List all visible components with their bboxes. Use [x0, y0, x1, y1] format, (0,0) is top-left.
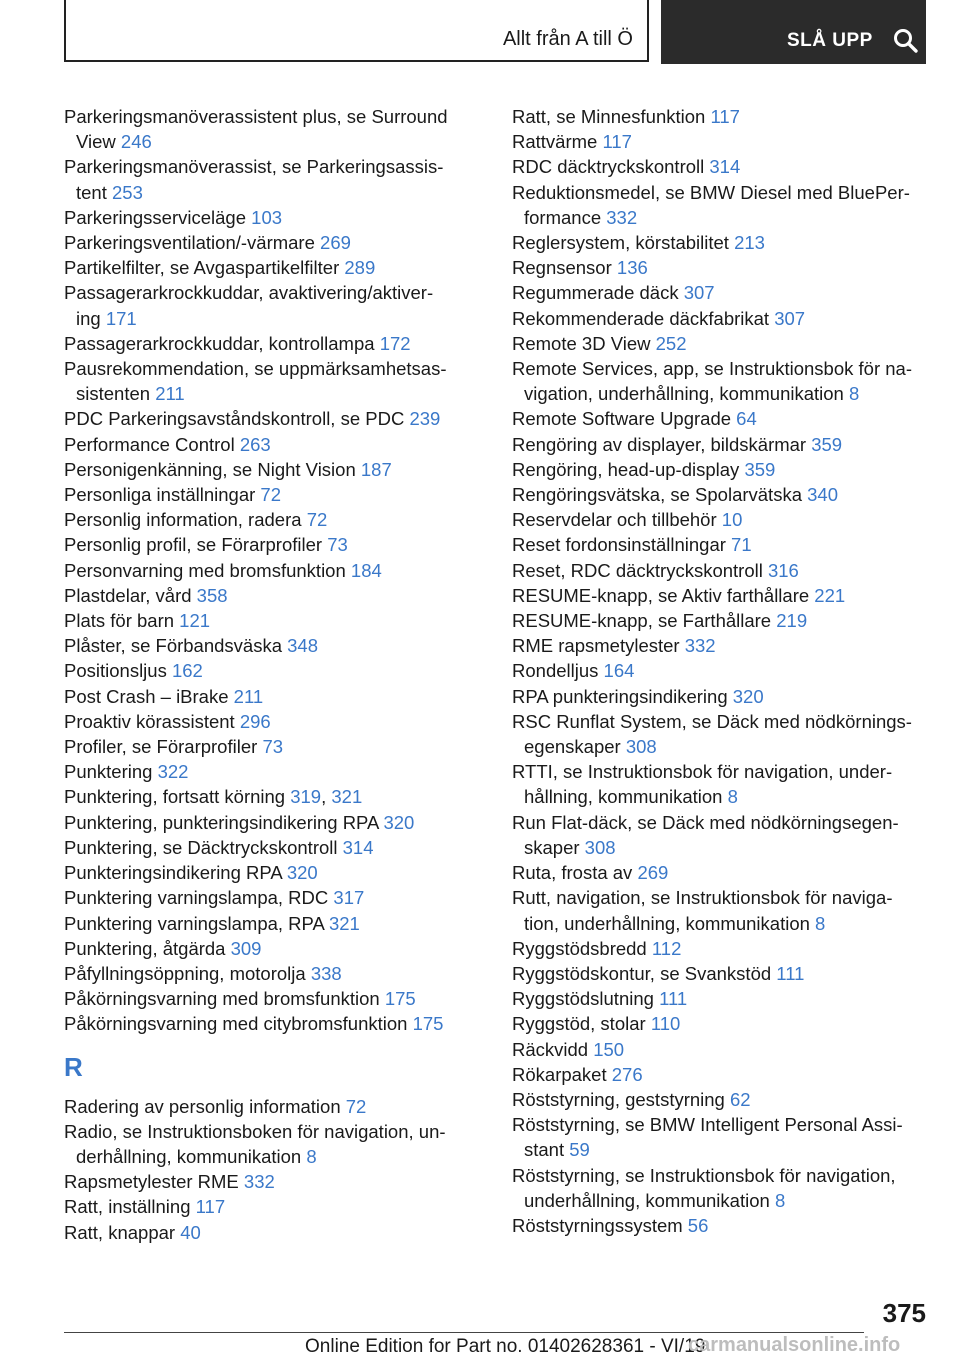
- index-entry-text: sistenten: [76, 383, 151, 405]
- index-entry-text: Reset, RDC däcktryckskontroll: [512, 559, 763, 581]
- index-entry-text: RPA punkteringsindikering: [512, 685, 728, 707]
- index-entry-text: Parkeringsventilation/-värmare: [64, 232, 315, 254]
- page-link[interactable]: 338: [310, 962, 342, 984]
- index-entry: [512, 129, 928, 154]
- tab-lookup[interactable]: [661, 0, 926, 64]
- page-link[interactable]: 117: [710, 106, 740, 127]
- page-link[interactable]: 332: [243, 1171, 275, 1193]
- index-entry-text: Punkteringsindikering RPA: [64, 862, 282, 884]
- index-entry-text: Ryggstöd, stolar: [512, 1013, 646, 1035]
- index-entry-text: Radering av personlig information: [64, 1095, 341, 1117]
- index-entry-text: Ryggstödsbredd: [512, 937, 647, 959]
- index-entry-text: Påfyllningsöppning, motorolja: [64, 962, 306, 984]
- index-entry: [512, 583, 928, 608]
- index-entry: [512, 356, 928, 406]
- index-entry: [512, 810, 928, 860]
- index-entry: [512, 306, 928, 331]
- index-entry-text: Röststyrning, geststyrning: [512, 1088, 725, 1110]
- page-link[interactable]: 307: [683, 282, 715, 304]
- index-entry-text: Rengöring av displayer, bildskärmar: [512, 433, 807, 455]
- index-entry-text: tion, underhållning, kommunikation: [524, 912, 810, 934]
- index-entry: [512, 709, 928, 759]
- page-link[interactable]: 8: [815, 912, 826, 934]
- index-entry: [512, 608, 928, 633]
- index-entry: [64, 810, 464, 835]
- page-link[interactable]: 359: [811, 433, 843, 455]
- index-entry-text: Ratt, se Minnesfunktion: [512, 106, 706, 127]
- index-entry-text: Regummerade däck: [512, 282, 679, 304]
- page-link[interactable]: 111: [776, 962, 805, 984]
- index-entry-text: Passagerarkrockkuddar, kontrollampa: [64, 332, 375, 354]
- index-entry: [64, 759, 464, 784]
- page-link[interactable]: 187: [360, 458, 392, 480]
- index-entry-text: underhållning, kommunikation: [524, 1189, 770, 1211]
- footer-divider: [64, 1332, 864, 1333]
- search-icon[interactable]: [893, 28, 919, 54]
- index-entry: [512, 457, 928, 482]
- index-entry: [512, 406, 928, 431]
- index-entry-text: Post Crash – iBrake: [64, 685, 229, 707]
- index-entry-text: Ryggstödskontur, se Svankstöd: [512, 962, 772, 984]
- index-column-left: [64, 104, 464, 1245]
- index-entry: [64, 230, 464, 255]
- index-entry: [64, 1169, 464, 1194]
- index-entry: [64, 911, 464, 936]
- page-link[interactable]: 8: [306, 1145, 317, 1167]
- index-entry-text: Reset fordonsinställningar: [512, 534, 726, 556]
- page-number: 375: [882, 1298, 926, 1328]
- index-entry: [64, 457, 464, 482]
- page-link[interactable]: 40: [180, 1221, 201, 1243]
- tab-a-to-z[interactable]: [64, 0, 649, 62]
- page-link[interactable]: 263: [239, 433, 271, 455]
- index-entry-text: RSC Runflat System, se Däck med nödkörnings-: [512, 710, 912, 732]
- index-entry-text: Run Flat-däck, se Däck med nödkörningsegen-: [512, 811, 899, 833]
- index-entry: [64, 507, 464, 532]
- page-link[interactable]: 171: [105, 307, 137, 329]
- index-entry: [512, 104, 928, 129]
- index-entry-text: tent: [76, 181, 107, 203]
- index-entry-text: RTTI, se Instruktionsbok för navigation, under-: [512, 761, 893, 783]
- index-entry-text: Reduktionsmedel, se BMW Diesel med BluePer-: [512, 181, 910, 203]
- page-link[interactable]: 184: [350, 559, 382, 581]
- index-entry-text: Personvarning med bromsfunktion: [64, 559, 346, 581]
- index-entry: [64, 280, 464, 330]
- index-entry: [64, 255, 464, 280]
- index-entry-text: Ruta, frosta av: [512, 862, 633, 884]
- index-entry: [512, 1037, 928, 1062]
- page-link[interactable]: 332: [606, 206, 638, 228]
- page-link[interactable]: 72: [345, 1095, 367, 1117]
- page-link[interactable]: 8: [727, 786, 738, 808]
- index-entry: [512, 759, 928, 809]
- tab-a-to-z-label: Allt från A till Ö: [502, 28, 633, 50]
- index-entry: [512, 684, 928, 709]
- watermark: carmanualsonline.info: [688, 1334, 901, 1356]
- index-entry: [64, 432, 464, 457]
- index-entry-text: Röststyrning, se BMW Intelligent Personal Assi-: [512, 1114, 903, 1136]
- index-entry-text: Parkeringsmanöverassistent plus, se Surround: [64, 106, 448, 127]
- index-entry-text: Radio, se Instruktionsboken för navigation, un-: [64, 1120, 446, 1142]
- index-entry-text: Ryggstödslutning: [512, 988, 654, 1010]
- page-link[interactable]: 316: [767, 559, 799, 581]
- tab-lookup-label: SLÅ UPP: [787, 30, 873, 51]
- page-link[interactable]: 8: [774, 1189, 786, 1211]
- page-link[interactable]: 320: [383, 811, 415, 833]
- page-link[interactable]: 103: [251, 206, 283, 228]
- index-entry-text: egenskaper: [524, 736, 621, 758]
- index-entry-text: RME rapsmetylester: [512, 635, 680, 657]
- index-entry: [64, 482, 464, 507]
- index-entry-text: stant: [524, 1139, 565, 1161]
- index-entry: [64, 885, 464, 910]
- index-entry-text: vigation, underhållning, kommunikation: [524, 383, 844, 405]
- index-entry: [64, 356, 464, 406]
- index-entry-text: ing: [76, 307, 101, 329]
- index-entry-text: Regnsensor: [512, 257, 612, 279]
- index-entry-text: Partikelfilter, se Avgaspartikelfilter: [64, 257, 340, 279]
- index-entry-text: Parkeringsmanöverassist, se Parkeringsassis-: [64, 156, 444, 178]
- index-entry: [512, 1163, 928, 1213]
- index-entry: [64, 860, 464, 885]
- index-entry: [512, 986, 928, 1011]
- index-entry-text: PDC Parkeringsavståndskontroll, se PDC: [64, 408, 405, 430]
- page-link[interactable]: 172: [379, 332, 411, 354]
- page-link[interactable]: 276: [611, 1063, 643, 1085]
- page-link[interactable]: 73: [327, 534, 348, 556]
- index-entry: [64, 331, 464, 356]
- page-link[interactable]: 252: [655, 332, 687, 354]
- index-entry: [512, 482, 928, 507]
- index-entry: [512, 331, 928, 356]
- index-entry: [512, 180, 928, 230]
- index-entry-text: Proaktiv körassistent: [64, 710, 235, 732]
- index-entry: [512, 532, 928, 557]
- page-link[interactable]: 59: [569, 1139, 590, 1161]
- index-entry-text: Profiler, se Förarprofiler: [64, 736, 258, 758]
- footer-edition: Online Edition for Part no. 01402628361 - VI/19: [305, 1336, 706, 1357]
- index-entry: [512, 1062, 928, 1087]
- index-entry: [64, 406, 464, 431]
- index-entry: [64, 835, 464, 860]
- index-entry-text: Personliga inställningar: [64, 484, 256, 506]
- index-entry-text: Rengöringsvätska, se Spolarvätska: [512, 484, 802, 506]
- page-link[interactable]: 64: [736, 408, 757, 430]
- page-link[interactable]: 175: [412, 1013, 444, 1035]
- page-link[interactable]: 320: [732, 685, 764, 707]
- index-column-right: [512, 104, 928, 1238]
- page-link[interactable]: 246: [120, 131, 152, 153]
- index-entry: [512, 230, 928, 255]
- index-entry-text: Personlig information, radera: [64, 509, 302, 531]
- page-link[interactable]: 269: [637, 862, 669, 884]
- index-entry-text: Pausrekommendation, se uppmärksamhetsas-: [64, 358, 447, 380]
- page-link[interactable]: 239: [409, 408, 441, 430]
- index-entry-text: Passagerarkrockkuddar, avaktivering/aktiver-: [64, 282, 434, 304]
- page-link[interactable]: 319: [290, 786, 322, 808]
- index-entry-text: skaper: [524, 836, 580, 858]
- index-entry-text: RDC däcktryckskontroll: [512, 156, 705, 178]
- index-entry-text: Punktering, fortsatt körning: [64, 786, 286, 808]
- index-entry: [64, 205, 464, 230]
- index-entry: [64, 734, 464, 759]
- index-entry: [512, 936, 928, 961]
- page-link[interactable]: 321: [331, 786, 363, 808]
- index-entry-text: Rattvärme: [512, 131, 598, 153]
- index-entry-text: Punktering: [64, 761, 153, 783]
- page-link[interactable]: 322: [157, 761, 189, 783]
- index-entry-text: RESUME-knapp, se Aktiv farthållare: [512, 584, 810, 606]
- page-link[interactable]: 358: [196, 584, 228, 606]
- index-entry-text: hållning, kommunikation: [524, 786, 723, 808]
- index-entry-text: Rökarpaket: [512, 1063, 607, 1085]
- page-link[interactable]: 72: [306, 509, 328, 531]
- index-entry: [512, 658, 928, 683]
- index-entry: [512, 280, 928, 305]
- index-entry-text: Remote Software Upgrade: [512, 408, 732, 430]
- page-link[interactable]: 314: [342, 836, 374, 858]
- index-entry: [512, 255, 928, 280]
- page-link[interactable]: 221: [814, 584, 846, 606]
- index-entry-text: formance: [524, 206, 602, 228]
- index-entry-text: Remote 3D View: [512, 332, 651, 354]
- index-entry-text: Punktering varningslampa, RPA: [64, 912, 324, 934]
- index-entry: [64, 709, 464, 734]
- index-entry-text: Rutt, navigation, se Instruktionsbok för naviga-: [512, 887, 893, 909]
- index-entry-text: Plats för barn: [64, 610, 175, 632]
- index-entry: [64, 1194, 464, 1219]
- index-entry-text: Plastdelar, vård: [64, 584, 192, 606]
- page-link[interactable]: 121: [179, 610, 211, 632]
- index-entry: [64, 1119, 464, 1169]
- index-entry: [512, 1011, 928, 1036]
- page-link[interactable]: 71: [731, 534, 752, 556]
- index-entry-text: Rapsmetylester RME: [64, 1171, 239, 1193]
- index-entry: [64, 608, 464, 633]
- page-link[interactable]: 320: [286, 862, 318, 884]
- index-entry: [512, 1112, 928, 1162]
- index-entry: [512, 432, 928, 457]
- index-entry-text: Reglersystem, körstabilitet: [512, 232, 729, 254]
- index-entry-text: Ratt, knappar: [64, 1221, 176, 1243]
- section-letter: R: [64, 1051, 83, 1082]
- page-link[interactable]: 56: [687, 1214, 709, 1236]
- page-link[interactable]: 307: [774, 307, 806, 329]
- index-entry: [64, 684, 464, 709]
- page-link[interactable]: 62: [729, 1088, 751, 1110]
- index-entry-text: Rekommenderade däckfabrikat: [512, 307, 770, 329]
- page-link[interactable]: 359: [744, 458, 776, 480]
- page-link[interactable]: 314: [709, 156, 741, 178]
- index-entry-text: Positionsljus: [64, 660, 167, 682]
- index-entry-text: Punktering, åtgärda: [64, 937, 226, 959]
- page-link[interactable]: 219: [776, 610, 808, 632]
- index-entry: [512, 860, 928, 885]
- index-entry: [64, 986, 464, 1011]
- page-link[interactable]: 269: [320, 232, 351, 254]
- index-entry-text: Remote Services, app, se Instruktionsbok för na-: [512, 358, 912, 380]
- page-link[interactable]: 117: [195, 1196, 226, 1218]
- page-link[interactable]: 308: [625, 736, 657, 758]
- page-link[interactable]: 211: [155, 383, 185, 405]
- index-entry-text: Röststyrning, se Instruktionsbok för navigation,: [512, 1164, 896, 1186]
- index-entry: Punktering, fortsatt körning 319, 321: [64, 786, 363, 808]
- page-link[interactable]: 296: [239, 710, 271, 732]
- page-link[interactable]: 348: [287, 635, 319, 657]
- index-entry-text: Personigenkänning, se Night Vision: [64, 458, 356, 480]
- page-link[interactable]: 162: [171, 660, 203, 682]
- page-link[interactable]: 309: [230, 937, 262, 959]
- page-link[interactable]: 112: [651, 937, 682, 959]
- page-link[interactable]: 10: [721, 509, 743, 531]
- top-navigation: [64, 0, 926, 64]
- page-link[interactable]: 110: [650, 1013, 681, 1035]
- index-entry: [64, 558, 464, 583]
- index-entry-text: Ratt, inställning: [64, 1196, 191, 1218]
- index-entry: [512, 558, 928, 583]
- page-link[interactable]: 150: [593, 1038, 625, 1060]
- index-entry-text: Påkörningsvarning med citybromsfunktion: [64, 1013, 408, 1035]
- index-entry: [64, 1094, 464, 1119]
- page-link[interactable]: 8: [848, 383, 860, 405]
- page-link[interactable]: 73: [262, 736, 284, 758]
- index-entry: [64, 936, 464, 961]
- page-link[interactable]: 72: [260, 484, 281, 506]
- index-entry: [64, 154, 464, 204]
- index-entry: [64, 104, 464, 154]
- index-entry: [64, 1011, 464, 1036]
- page-link[interactable]: 317: [333, 887, 365, 909]
- index-entry: [512, 961, 928, 986]
- index-entry-text: Röststyrningssystem: [512, 1214, 683, 1236]
- page-link[interactable]: 211: [233, 685, 264, 707]
- index-entry-text: Punktering varningslampa, RDC: [64, 887, 329, 909]
- index-entry: [64, 961, 464, 986]
- index-entry-text: Rengöring, head-up-display: [512, 458, 740, 480]
- page-link[interactable]: 340: [807, 484, 838, 506]
- index-entry: [64, 532, 464, 557]
- index-entry-text: Påkörningsvarning med bromsfunktion: [64, 988, 380, 1010]
- page-link[interactable]: 308: [584, 836, 616, 858]
- page-link[interactable]: 321: [328, 912, 360, 934]
- page-link[interactable]: 175: [384, 988, 416, 1010]
- index-entry-text: Punktering, punkteringsindikering RPA: [64, 811, 379, 833]
- index-entry-text: Räckvidd: [512, 1038, 589, 1060]
- page-link[interactable]: 136: [616, 257, 648, 279]
- index-entry-text: derhållning, kommunikation: [76, 1145, 302, 1167]
- index-entry: [512, 507, 928, 532]
- index-entry-text: Performance Control: [64, 433, 235, 455]
- page-link[interactable]: 117: [602, 131, 632, 153]
- index-entry: [64, 583, 464, 608]
- page-link[interactable]: 332: [684, 635, 716, 657]
- index-entry: [64, 1220, 464, 1245]
- index-entry-text: Rondelljus: [512, 660, 599, 682]
- page-link[interactable]: 213: [734, 232, 765, 254]
- index-entry: [64, 658, 464, 683]
- page-link[interactable]: 111: [659, 988, 688, 1010]
- page-link[interactable]: 253: [112, 181, 143, 203]
- index-entry-text: RESUME-knapp, se Farthållare: [512, 610, 772, 632]
- index-entry: [512, 885, 928, 935]
- index-entry: [512, 1213, 928, 1238]
- page-link[interactable]: 164: [603, 660, 635, 682]
- index-entry: [512, 154, 928, 179]
- index-entry-text: Parkeringsserviceläge: [64, 206, 247, 228]
- index-entry-text: Punktering, se Däcktryckskontroll: [64, 836, 338, 858]
- index-entry-text: View: [76, 131, 116, 153]
- index-entry: [64, 633, 464, 658]
- index-entry: [512, 633, 928, 658]
- index-entry-text: Plåster, se Förbandsväska: [64, 635, 282, 657]
- index-entry: [512, 1087, 928, 1112]
- index-entry-text: Personlig profil, se Förarprofiler: [64, 534, 323, 556]
- page-link[interactable]: 289: [344, 257, 376, 279]
- index-entry-text: Reservdelar och tillbehör: [512, 509, 717, 531]
